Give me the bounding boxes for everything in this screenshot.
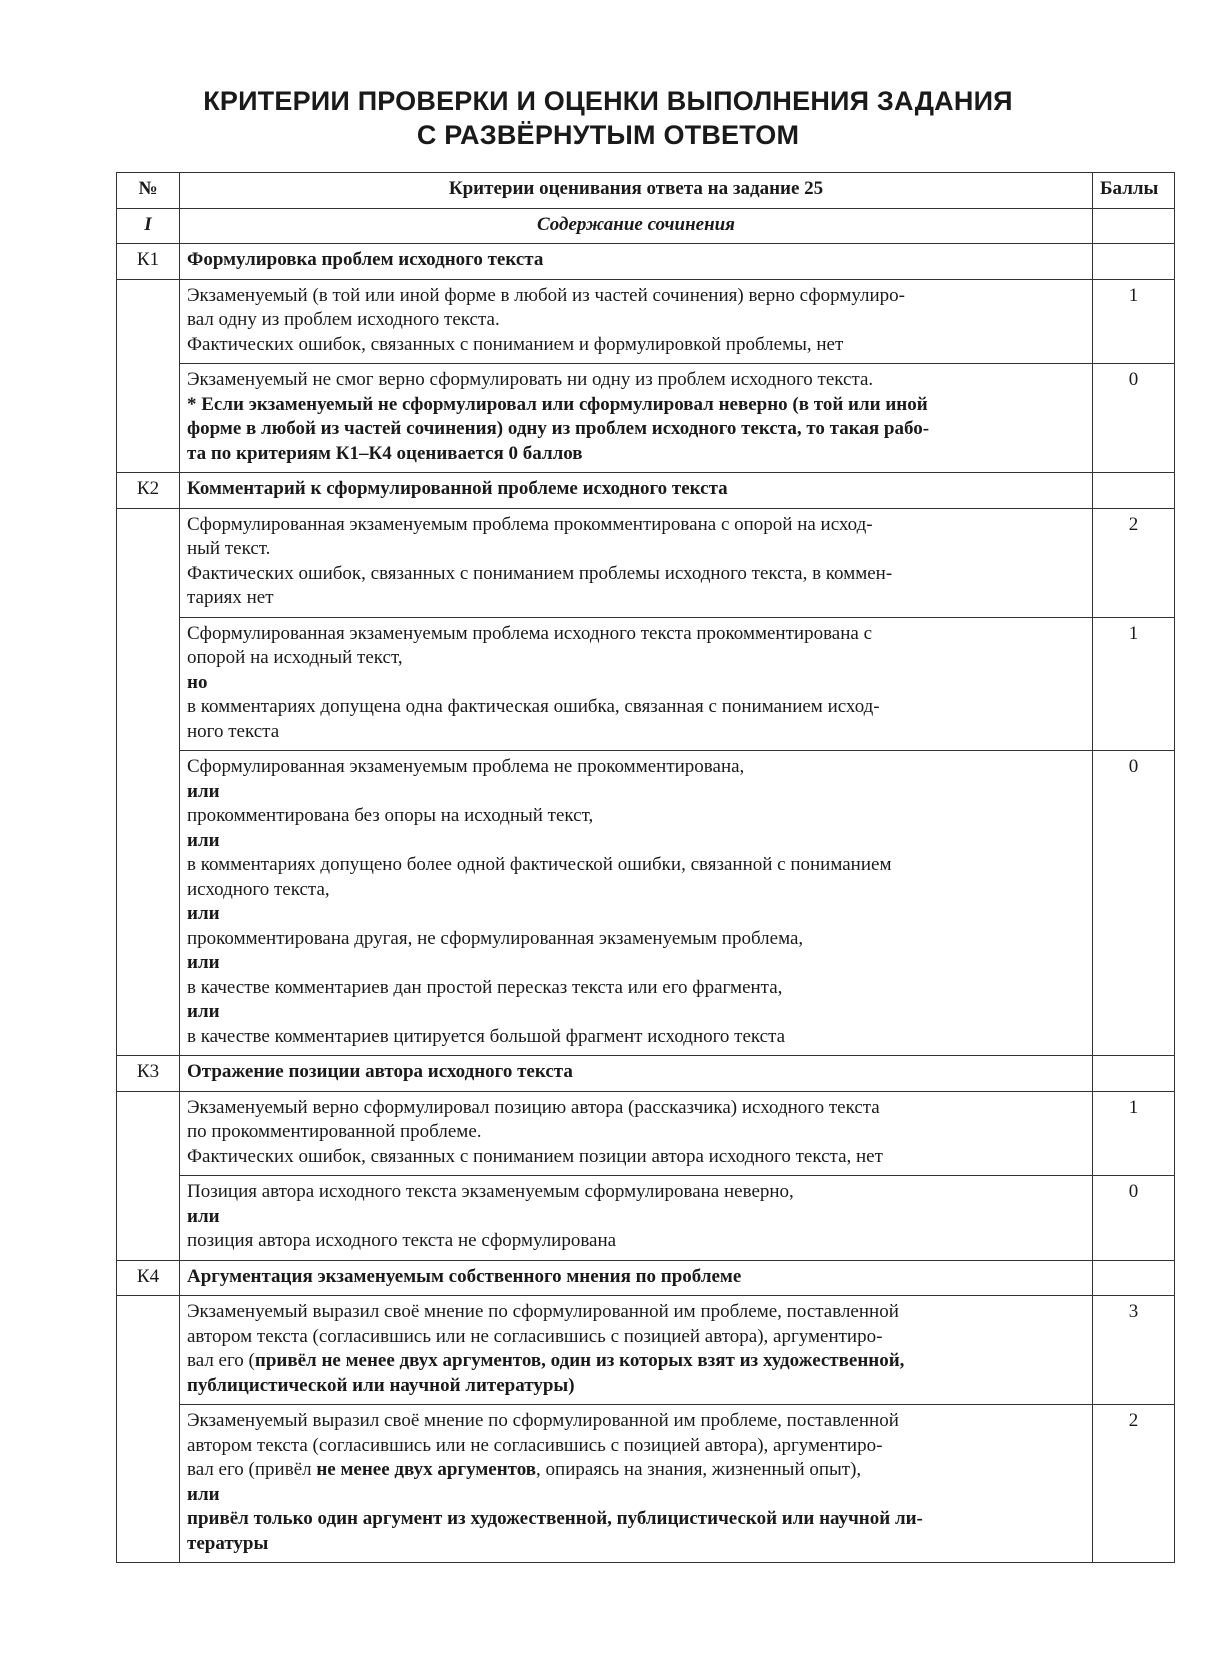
header-criteria: Критерии оценивания ответа на задание 25: [180, 173, 1093, 209]
text-line: Экзаменуемый не смог верно сформулировать ни одну из проблем исходного текста.: [187, 369, 874, 390]
criterion-description: [180, 1405, 1093, 1563]
text-line: Фактических ошибок, связанных с пониманием позиции автора исходного текста, нет: [187, 1145, 883, 1167]
criterion-title: Аргументация экзаменуемым собственного мнения по проблеме: [180, 1260, 1093, 1296]
score-cell: 1: [1093, 1091, 1175, 1176]
criterion-score-empty: [1093, 1260, 1175, 1296]
table-row: [117, 1091, 1175, 1176]
conjunction-or: или: [187, 1205, 220, 1227]
text-line: * Если экзаменуемый не сформулировал или сформулировал неверно (в той или иной: [187, 393, 928, 415]
header-num: №: [117, 173, 180, 209]
criterion-title: Формулировка проблем исходного текста: [180, 244, 1093, 280]
text-line: Сформулированная экзаменуемым проблема исходного текста прокомментирована с: [187, 622, 873, 644]
table-row: [117, 279, 1175, 364]
criterion-row-k3: [117, 1056, 1175, 1092]
text-fragment-bold: привёл не менее двух аргументов, один из которых взят из художественной,: [254, 1350, 905, 1371]
criterion-description: [180, 508, 1093, 617]
score-cell: 0: [1093, 751, 1175, 1056]
text-line: позиция автора исходного текста не сформулирована: [187, 1230, 617, 1251]
text-line: Экзаменуемый выразил своё мнение по сформулированной им проблеме, поставленной: [187, 1410, 899, 1431]
conjunction-or: или: [187, 903, 220, 924]
criterion-code: К4: [117, 1260, 180, 1296]
criterion-description: [180, 279, 1093, 364]
text-line: [187, 1458, 1085, 1483]
criterion-title: Отражение позиции автора исходного текста: [180, 1056, 1093, 1092]
criterion-code: К2: [117, 473, 180, 509]
criterion-description: [180, 1091, 1093, 1176]
text-line: прокомментирована без опоры на исходный текст,: [187, 805, 594, 826]
conjunction-but: но: [187, 671, 208, 693]
text-line: тариях нет: [187, 587, 274, 608]
text-line: исходного текста,: [187, 878, 330, 900]
criteria-table: [116, 172, 1175, 1563]
text-line: в комментариях допущена одна фактическая ошибка, связанная с пониманием исход-: [187, 696, 880, 717]
text-line: по прокомментированной проблеме.: [187, 1121, 482, 1142]
criterion-description: [180, 1296, 1093, 1405]
score-cell: 0: [1093, 364, 1175, 473]
title-line-2: С РАЗВЁРНУТЫМ ОТВЕТОМ: [416, 120, 800, 150]
criterion-row-k2: [117, 473, 1175, 509]
text-line: вал одну из проблем исходного текста.: [187, 309, 500, 330]
score-cell: 3: [1093, 1296, 1175, 1405]
criterion-row-k1: [117, 244, 1175, 280]
title-line-1: КРИТЕРИИ ПРОВЕРКИ И ОЦЕНКИ ВЫПОЛНЕНИЯ ЗАДАНИЯ: [203, 86, 1013, 116]
section-num: I: [117, 208, 180, 244]
text-line: Экзаменуемый выразил своё мнение по сформулированной им проблеме, поставленной: [187, 1301, 899, 1322]
text-line: автором текста (согласившись или не согласившись с позицией автора), аргументиро-: [187, 1434, 883, 1456]
table-row: [117, 1176, 1175, 1261]
score-cell: 2: [1093, 1405, 1175, 1563]
text-line: Фактических ошибок, связанных с пониманием проблемы исходного текста, в коммен-: [187, 562, 893, 584]
section-label: Содержание сочинения: [180, 208, 1093, 244]
text-line: привёл только один аргумент из художественной, публицистической или научной ли-: [187, 1508, 923, 1529]
table-row: [117, 508, 1175, 617]
criterion-title: Комментарий к сформулированной проблеме исходного текста: [180, 473, 1093, 509]
text-line: автором текста (согласившись или не согласившись с позицией автора), аргументиро-: [187, 1325, 883, 1347]
conjunction-or: или: [187, 1001, 220, 1022]
text-line: Экзаменуемый (в той или иной форме в любой из частей сочинения) верно сформулиро-: [187, 284, 906, 306]
page-title: [0, 84, 1216, 152]
conjunction-or: или: [187, 952, 220, 973]
table-row: [117, 617, 1175, 751]
conjunction-or: или: [187, 780, 220, 802]
criterion-row-k4: [117, 1260, 1175, 1296]
text-line: ный текст.: [187, 538, 271, 559]
criterion-description: [180, 751, 1093, 1056]
table-row: [117, 751, 1175, 1056]
text-line: та по критериям К1–К4 оценивается 0 баллов: [187, 442, 583, 464]
score-cell: 2: [1093, 508, 1175, 617]
criterion-score-empty: [1093, 473, 1175, 509]
code-cell-empty: [117, 1296, 180, 1563]
table-row: [117, 364, 1175, 473]
text-line: в комментариях допущено более одной фактической ошибки, связанной с пониманием: [187, 854, 892, 875]
text-line: Позиция автора исходного текста экзаменуемым сформулирована неверно,: [187, 1181, 794, 1202]
criterion-code: К1: [117, 244, 180, 280]
header-score: Баллы: [1093, 173, 1175, 209]
text-line: ного текста: [187, 720, 280, 742]
text-line: тературы: [187, 1532, 269, 1554]
criterion-description: [180, 617, 1093, 751]
score-cell: 0: [1093, 1176, 1175, 1261]
text-line: публицистической или научной литературы): [187, 1374, 575, 1396]
code-cell-empty: [117, 279, 180, 473]
section-score-empty: [1093, 208, 1175, 244]
text-line: Сформулированная экзаменуемым проблема прокомментирована с опорой на исход-: [187, 513, 873, 535]
text-line: Фактических ошибок, связанных с пониманием и формулировкой проблемы, нет: [187, 333, 844, 355]
text-line: форме в любой из частей сочинения) одну из проблем исходного текста, то такая рабо-: [187, 418, 930, 439]
conjunction-or: или: [187, 1483, 220, 1505]
code-cell-empty: [117, 1091, 180, 1260]
score-cell: 1: [1093, 617, 1175, 751]
text-line: Экзаменуемый верно сформулировал позицию автора (рассказчика) исходного текста: [187, 1096, 880, 1118]
code-cell-empty: [117, 508, 180, 1056]
criterion-description: [180, 364, 1093, 473]
text-fragment: , опираясь на знания, жизненный опыт),: [536, 1459, 862, 1480]
table-row: [117, 1405, 1175, 1563]
text-fragment: вал его (: [187, 1350, 255, 1371]
text-line: опорой на исходный текст,: [187, 647, 403, 668]
text-line: в качестве комментариев цитируется большой фрагмент исходного текста: [187, 1025, 786, 1047]
criterion-description: [180, 1176, 1093, 1261]
criterion-code: К3: [117, 1056, 180, 1092]
header-row: [117, 173, 1175, 209]
text-fragment: вал его (привёл: [187, 1459, 317, 1480]
score-cell: 1: [1093, 279, 1175, 364]
text-fragment-bold: не менее двух аргументов: [316, 1459, 537, 1480]
criterion-score-empty: [1093, 244, 1175, 280]
conjunction-or: или: [187, 829, 220, 851]
criterion-score-empty: [1093, 1056, 1175, 1092]
text-line: Сформулированная экзаменуемым проблема не прокомментирована,: [187, 756, 745, 777]
text-line: [187, 1349, 1085, 1374]
text-line: в качестве комментариев дан простой пересказ текста или его фрагмента,: [187, 976, 783, 998]
section-row: [117, 208, 1175, 244]
text-line: прокомментирована другая, не сформулированная экзаменуемым проблема,: [187, 927, 804, 949]
table-row: [117, 1296, 1175, 1405]
